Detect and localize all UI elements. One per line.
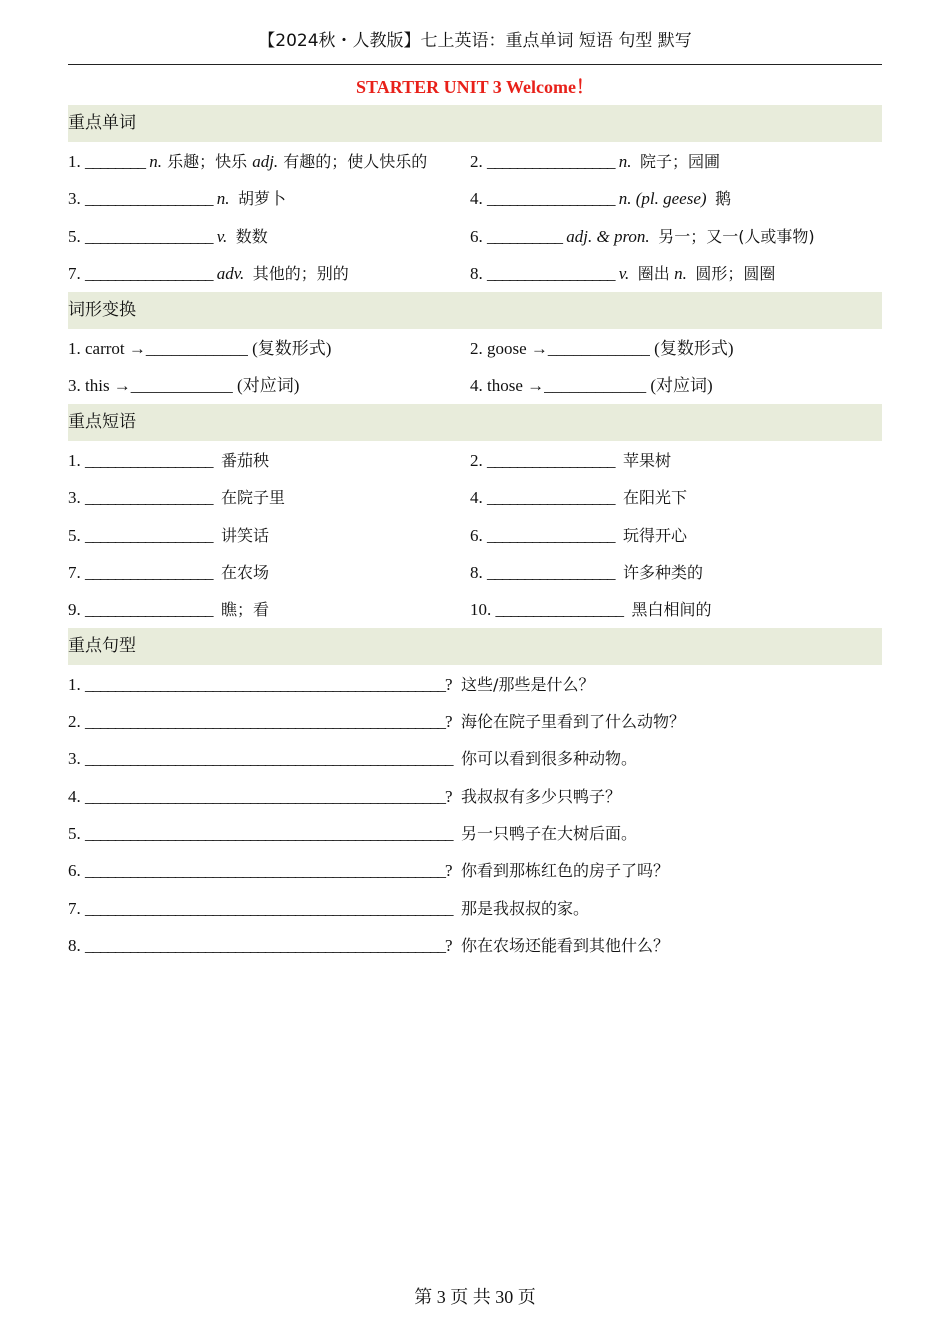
word-item-4: 4. _________________ n. (pl. geese) 鹅 xyxy=(470,189,732,208)
word-item-1: 1. ________ n. 乐趣；快乐 adj. 有趣的；使人快乐的 xyxy=(68,152,428,171)
word-item-5: 5. _________________ v. 数数 xyxy=(68,227,268,246)
page-header: 【2024秋・人教版】七上英语：重点单词 短语 句型 默写 xyxy=(68,28,882,65)
phrase-item-8: 8. _________________ 许多种类的 xyxy=(470,563,704,582)
sentence-item-4: 4. ________________________________________________? 我叔叔有多少只鸭子？ xyxy=(68,787,622,806)
phrase-item-2: 2. _________________ 苹果树 xyxy=(470,451,672,470)
unit-title: STARTER UNIT 3 Welcome！ xyxy=(356,77,594,97)
sentence-item-7: 7. _________________________________________________ 那是我叔叔的家。 xyxy=(68,899,590,918)
sentence-item-1: 1. ________________________________________________? 这些/那些是什么？ xyxy=(68,675,595,694)
sentence-item-6: 6. ________________________________________________? 你看到那栋红色的房子了吗？ xyxy=(68,861,670,880)
phrase-item-10: 10. _________________ 黑白相间的 xyxy=(470,600,712,619)
section-sentences-heading: 重点句型 xyxy=(68,628,882,665)
sentence-item-2: 2. ________________________________________________? 海伦在院子里看到了什么动物？ xyxy=(68,712,686,731)
word-item-7: 7. _________________ adv. 其他的；别的 xyxy=(68,264,349,283)
section-phrases-heading: 重点短语 xyxy=(68,404,882,441)
phrase-item-7: 7. _________________ 在农场 xyxy=(68,563,270,582)
word-item-8: 8. _________________ v. 圈出 n. 圆形；圆圈 xyxy=(470,264,776,283)
phrase-item-4: 4. _________________ 在阳光下 xyxy=(470,488,688,507)
phrase-item-3: 3. _________________ 在院子里 xyxy=(68,488,286,507)
phrase-item-9: 9. _________________ 瞧；看 xyxy=(68,600,270,619)
sentence-item-5: 5. _________________________________________________ 另一只鸭子在大树后面。 xyxy=(68,824,638,843)
transform-item-1: 1. carrot →____________ (复数形式) xyxy=(68,339,332,358)
word-item-6: 6. __________ adj. & pron. 另一；又一(人或事物) xyxy=(470,227,815,246)
transform-item-3: 3. this →____________ (对应词) xyxy=(68,376,300,395)
section-words-heading: 重点单词 xyxy=(68,105,882,142)
transform-item-2: 2. goose →____________ (复数形式) xyxy=(470,339,734,358)
word-item-3: 3. _________________ n. 胡萝卜 xyxy=(68,189,287,208)
transform-item-4: 4. those →____________ (对应词) xyxy=(470,376,713,395)
word-item-2: 2. _________________ n. 院子；园圃 xyxy=(470,152,721,171)
section-transform-heading: 词形变换 xyxy=(68,292,882,329)
phrase-item-6: 6. _________________ 玩得开心 xyxy=(470,526,688,545)
sentence-item-3: 3. _________________________________________________ 你可以看到很多种动物。 xyxy=(68,749,638,768)
page-footer: 第 3 页 共 30 页 xyxy=(414,1287,536,1307)
phrase-item-1: 1. _________________ 番茄秧 xyxy=(68,451,270,470)
phrase-item-5: 5. _________________ 讲笑话 xyxy=(68,526,270,545)
sentence-item-8: 8. ________________________________________________? 你在农场还能看到其他什么？ xyxy=(68,936,670,955)
